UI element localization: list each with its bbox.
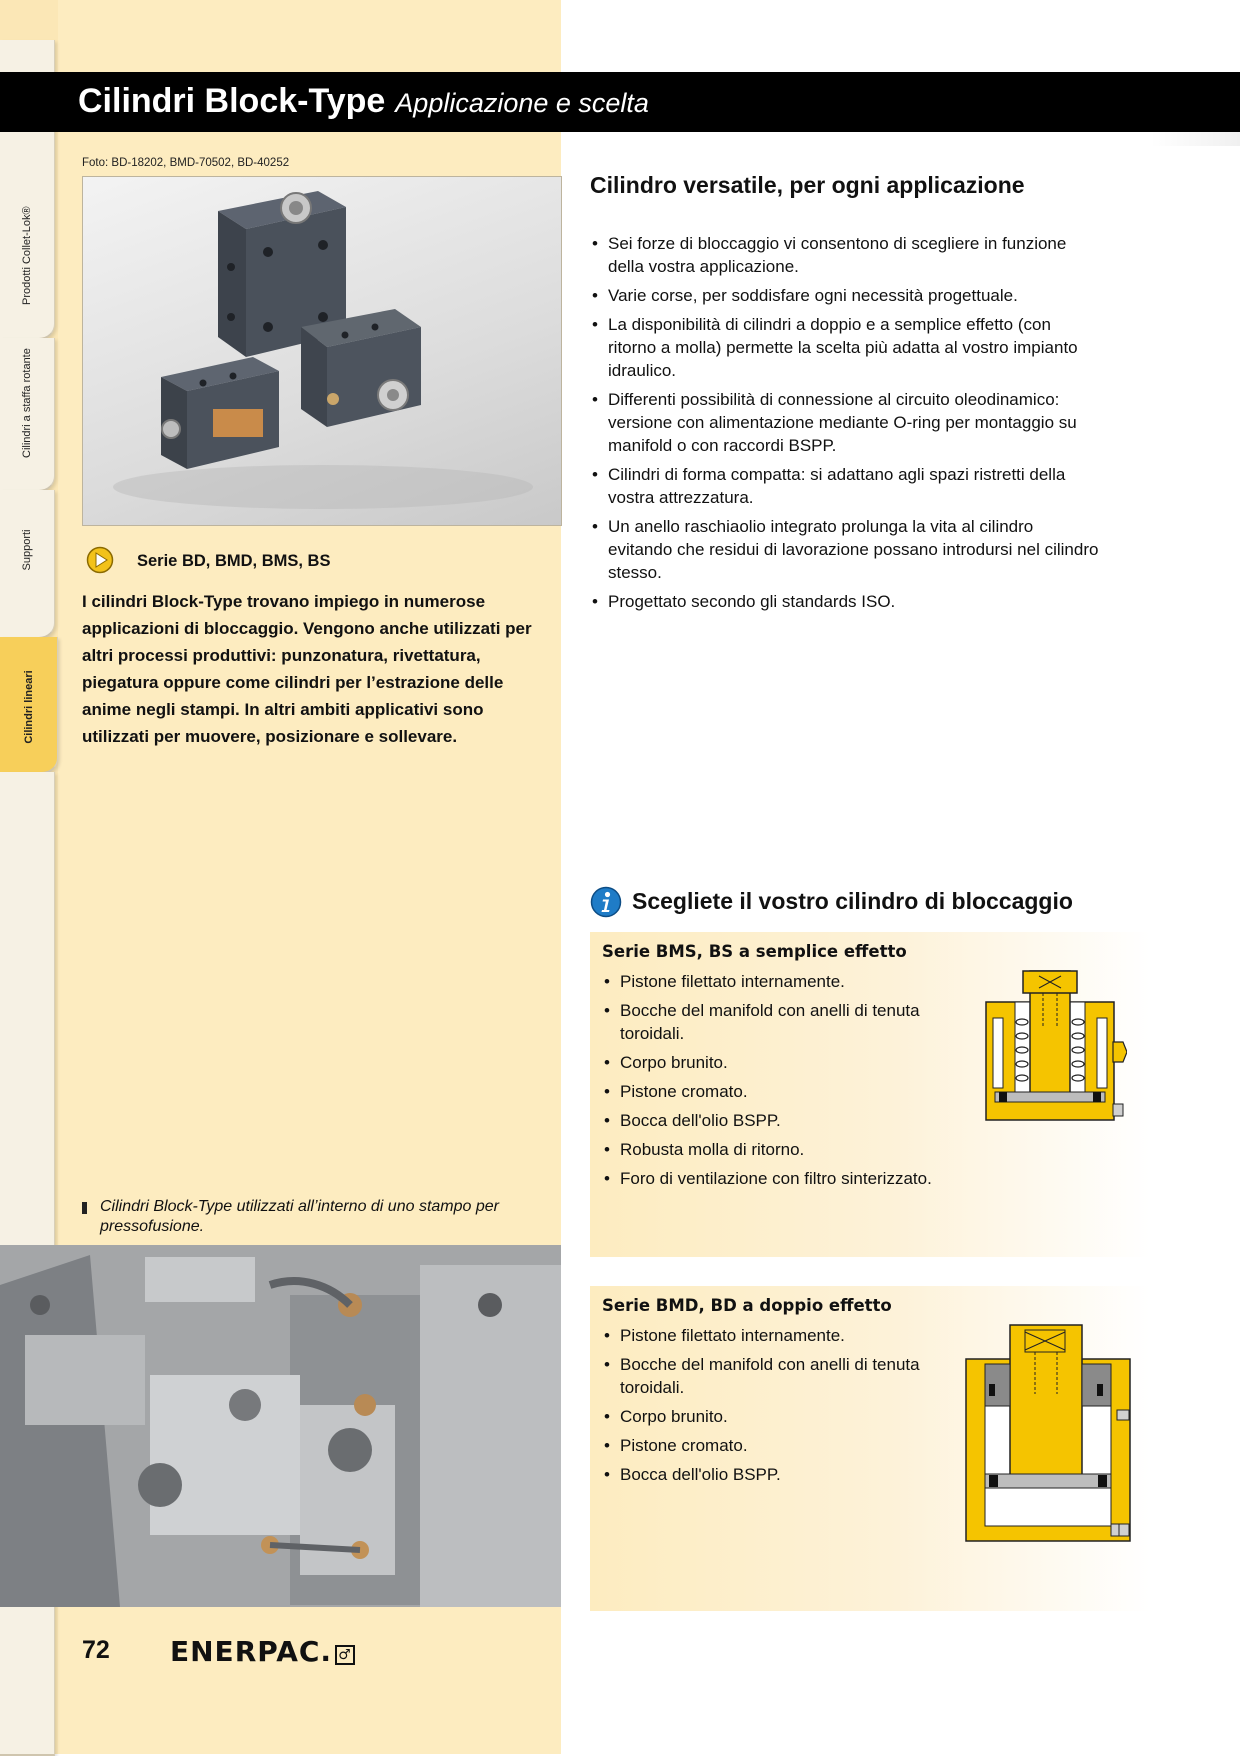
list-item: • Un anello raschiaolio integrato prolunga la vita al cilindro evitando che residui di lavorazione possano introdursi nel cilindro stesso.: [590, 515, 1100, 584]
side-tab-label: Supporti: [21, 529, 33, 571]
panel-title: Serie BMD, BD a doppio effetto: [602, 1296, 892, 1315]
page-number: 72: [82, 1636, 110, 1664]
list-item: • Varie corse, per soddisfare ogni necessità progettuale.: [590, 284, 1100, 307]
list-item: • Progettato secondo gli standards ISO.: [590, 590, 1100, 613]
side-tab-label: Cilindri a staffa rotante: [21, 348, 33, 458]
block-cylinders-illustration: [83, 177, 561, 525]
side-tab-cilindri-staffa[interactable]: [0, 338, 55, 492]
series-label: Serie BD, BMD, BMS, BS: [137, 552, 331, 570]
side-tab-supporti[interactable]: [0, 490, 55, 639]
intro-paragraph: I cilindri Block-Type trovano impiego in numerose applicazioni di bloccaggio. Vengono anche utilizzati per altri processi produttivi: punzonatura, rivettatura, piegatura oppure come cilindri per l’estrazione delle anime negli stampi. In altri ambiti applicativi sono utilizzati per muovere, posizionare e sollevare.: [82, 592, 532, 746]
die-casting-photo: [0, 1245, 561, 1607]
product-photo: [82, 176, 562, 526]
header-shadow: [1150, 72, 1240, 146]
list-item: • Bocca dell'olio BSPP.: [602, 1463, 937, 1486]
list-item: • Differenti possibilità di connessione al circuito oleodinamico: versione con alimentazione mediante O-ring per montaggio su manifold o con raccordi BSPP.: [590, 388, 1100, 457]
list-item: • Robusta molla di ritorno.: [602, 1138, 937, 1161]
list-item: • Pistone filettato internamente.: [602, 1324, 937, 1347]
choose-title: Scegliete il vostro cilindro di bloccaggio: [632, 888, 1073, 914]
double-acting-panel: [590, 1286, 1150, 1611]
feature-list: [590, 232, 1100, 619]
double-acting-list: [602, 1324, 937, 1492]
list-item: • Pistone cromato.: [602, 1080, 937, 1103]
list-item: • Foro di ventilazione con filtro sinterizzato.: [602, 1167, 937, 1190]
list-item: • Pistone filettato internamente.: [602, 970, 937, 993]
list-item: • Pistone cromato.: [602, 1434, 937, 1457]
single-acting-cylinder-diagram: [985, 970, 1127, 1122]
die-casting-illustration: [0, 1245, 561, 1607]
list-item: • Bocca dell'olio BSPP.: [602, 1109, 937, 1132]
side-tab-cilindri-lineari[interactable]: [0, 637, 58, 774]
single-acting-list: [602, 970, 937, 1196]
panel-title: Serie BMS, BS a semplice effetto: [602, 942, 907, 961]
single-acting-panel: [590, 932, 1150, 1257]
list-item: • Bocche del manifold con anelli di tenuta toroidali.: [602, 999, 937, 1045]
double-acting-cylinder-diagram: [965, 1324, 1135, 1544]
photo-caption: Foto: BD-18202, BMD-70502, BD-40252: [82, 157, 290, 169]
list-item: • Corpo brunito.: [602, 1405, 937, 1428]
page-title: [78, 82, 649, 121]
side-tab-label: Prodotti Collet-Lok®: [21, 206, 33, 305]
list-item: • Cilindri di forma compatta: si adattano agli spazi ristretti della vostra attrezzatura.: [590, 463, 1100, 509]
enerpac-logo: [170, 1635, 355, 1668]
side-tab-label: Cilindri lineari: [22, 670, 35, 744]
brand-mark-icon: ♂: [335, 1645, 355, 1665]
title-main: Cilindri Block-Type: [78, 82, 386, 120]
list-item: • La disponibilità di cilindri a doppio e a semplice effetto (con ritorno a molla) permette la scelta più adatta al vostro impianto idraulico.: [590, 313, 1100, 382]
list-item: • Bocche del manifold con anelli di tenuta toroidali.: [602, 1353, 937, 1399]
brand-name: ENERPAC.: [170, 1635, 333, 1668]
list-item: • Corpo brunito.: [602, 1051, 937, 1074]
die-photo-caption: Cilindri Block-Type utilizzati all’interno di uno stampo per pressofusione.: [82, 1197, 542, 1237]
info-icon: [590, 886, 622, 918]
section-title: Cilindro versatile, per ogni applicazione: [590, 172, 1025, 198]
play-arrow-icon: [86, 546, 114, 574]
title-subtitle: Applicazione e scelta: [395, 88, 649, 118]
list-item: • Sei forze di bloccaggio vi consentono di scegliere in funzione della vostra applicazione.: [590, 232, 1100, 278]
